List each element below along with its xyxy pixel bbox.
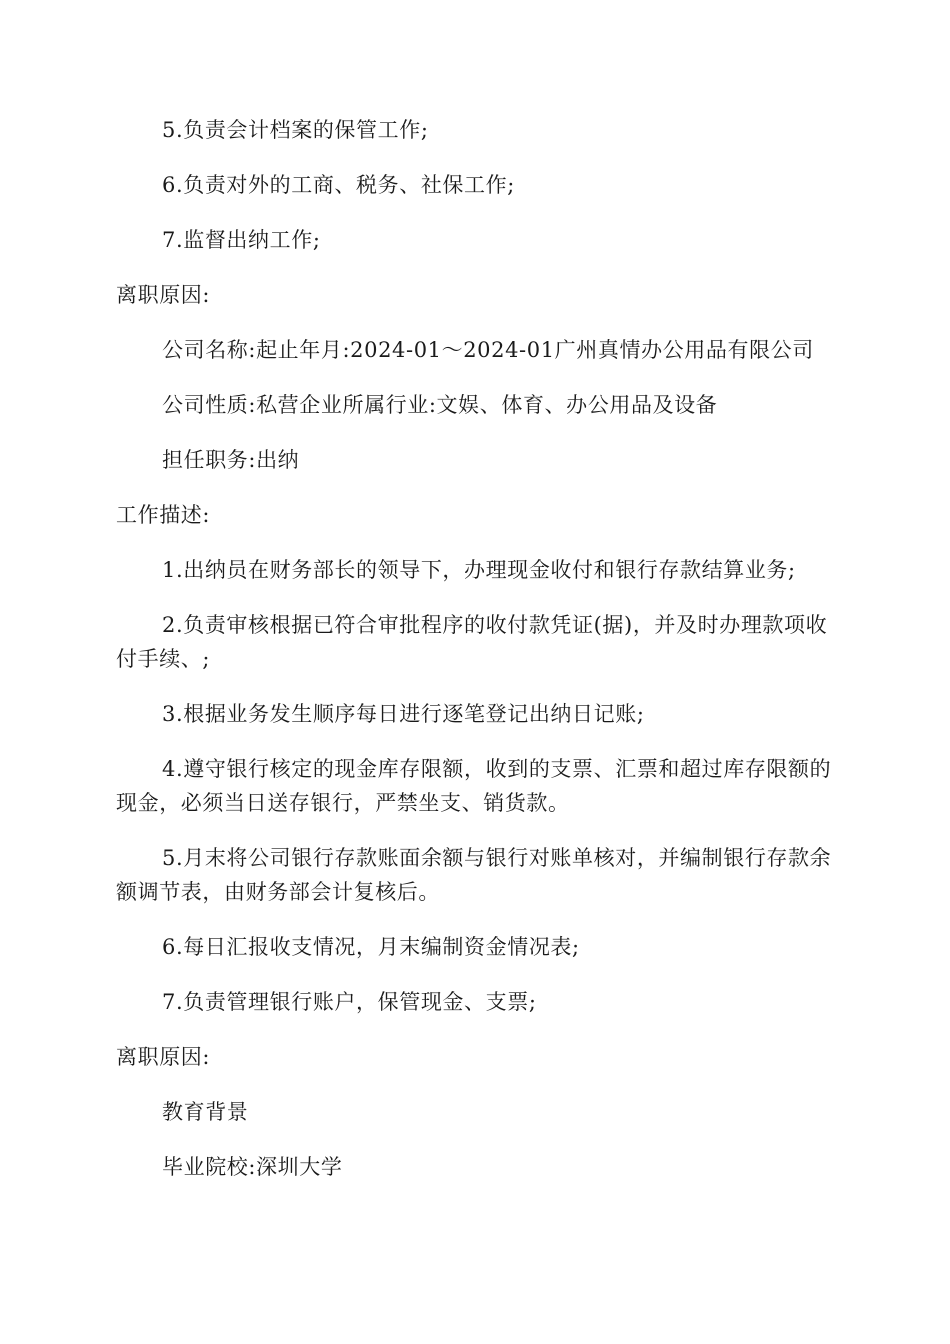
document-body xyxy=(116,113,840,1205)
cashier-duty-2: 2.负责审核根据已符合审批程序的收付款凭证(据)，并及时办理款项收付手续、; xyxy=(116,613,828,671)
duty-item-supervise-cashier: 7.监督出纳工作; xyxy=(162,228,321,252)
cashier-duty-5: 5.月末将公司银行存款账面余额与银行对账单核对，并编制银行存款余额调节表，由财务部会计复核后。 xyxy=(116,846,832,904)
company-name-line: 公司名称:起止年月:2024-01～2024-01广州真情办公用品有限公司 xyxy=(162,338,814,362)
position-line: 担任职务:出纳 xyxy=(162,448,300,472)
graduation-school-line: 毕业院校:深圳大学 xyxy=(162,1155,343,1179)
cashier-duty-4: 4.遵守银行核定的现金库存限额，收到的支票、汇票和超过库存限额的现金，必须当日送存银行，严禁坐支、销货款。 xyxy=(116,757,832,815)
cashier-duty-3: 3.根据业务发生顺序每日进行逐笔登记出纳日记账; xyxy=(162,702,645,726)
cashier-duty-1: 1.出纳员在财务部长的领导下，办理现金收付和银行存款结算业务; xyxy=(162,558,796,582)
company-nature-line: 公司性质:私营企业所属行业:文娱、体育、办公用品及设备 xyxy=(162,393,718,417)
resignation-reason-label: 离职原因: xyxy=(116,283,211,307)
duty-item-external-affairs: 6.负责对外的工商、税务、社保工作; xyxy=(162,173,515,197)
cashier-duty-7: 7.负责管理银行账户，保管现金、支票; xyxy=(162,990,537,1014)
education-heading: 教育背景 xyxy=(162,1100,249,1124)
resignation-reason-label-2: 离职原因: xyxy=(116,1045,211,1069)
duty-item-archives: 5.负责会计档案的保管工作; xyxy=(162,118,429,142)
cashier-duty-6: 6.每日汇报收支情况，月末编制资金情况表; xyxy=(162,935,580,959)
job-description-label: 工作描述: xyxy=(116,503,211,527)
